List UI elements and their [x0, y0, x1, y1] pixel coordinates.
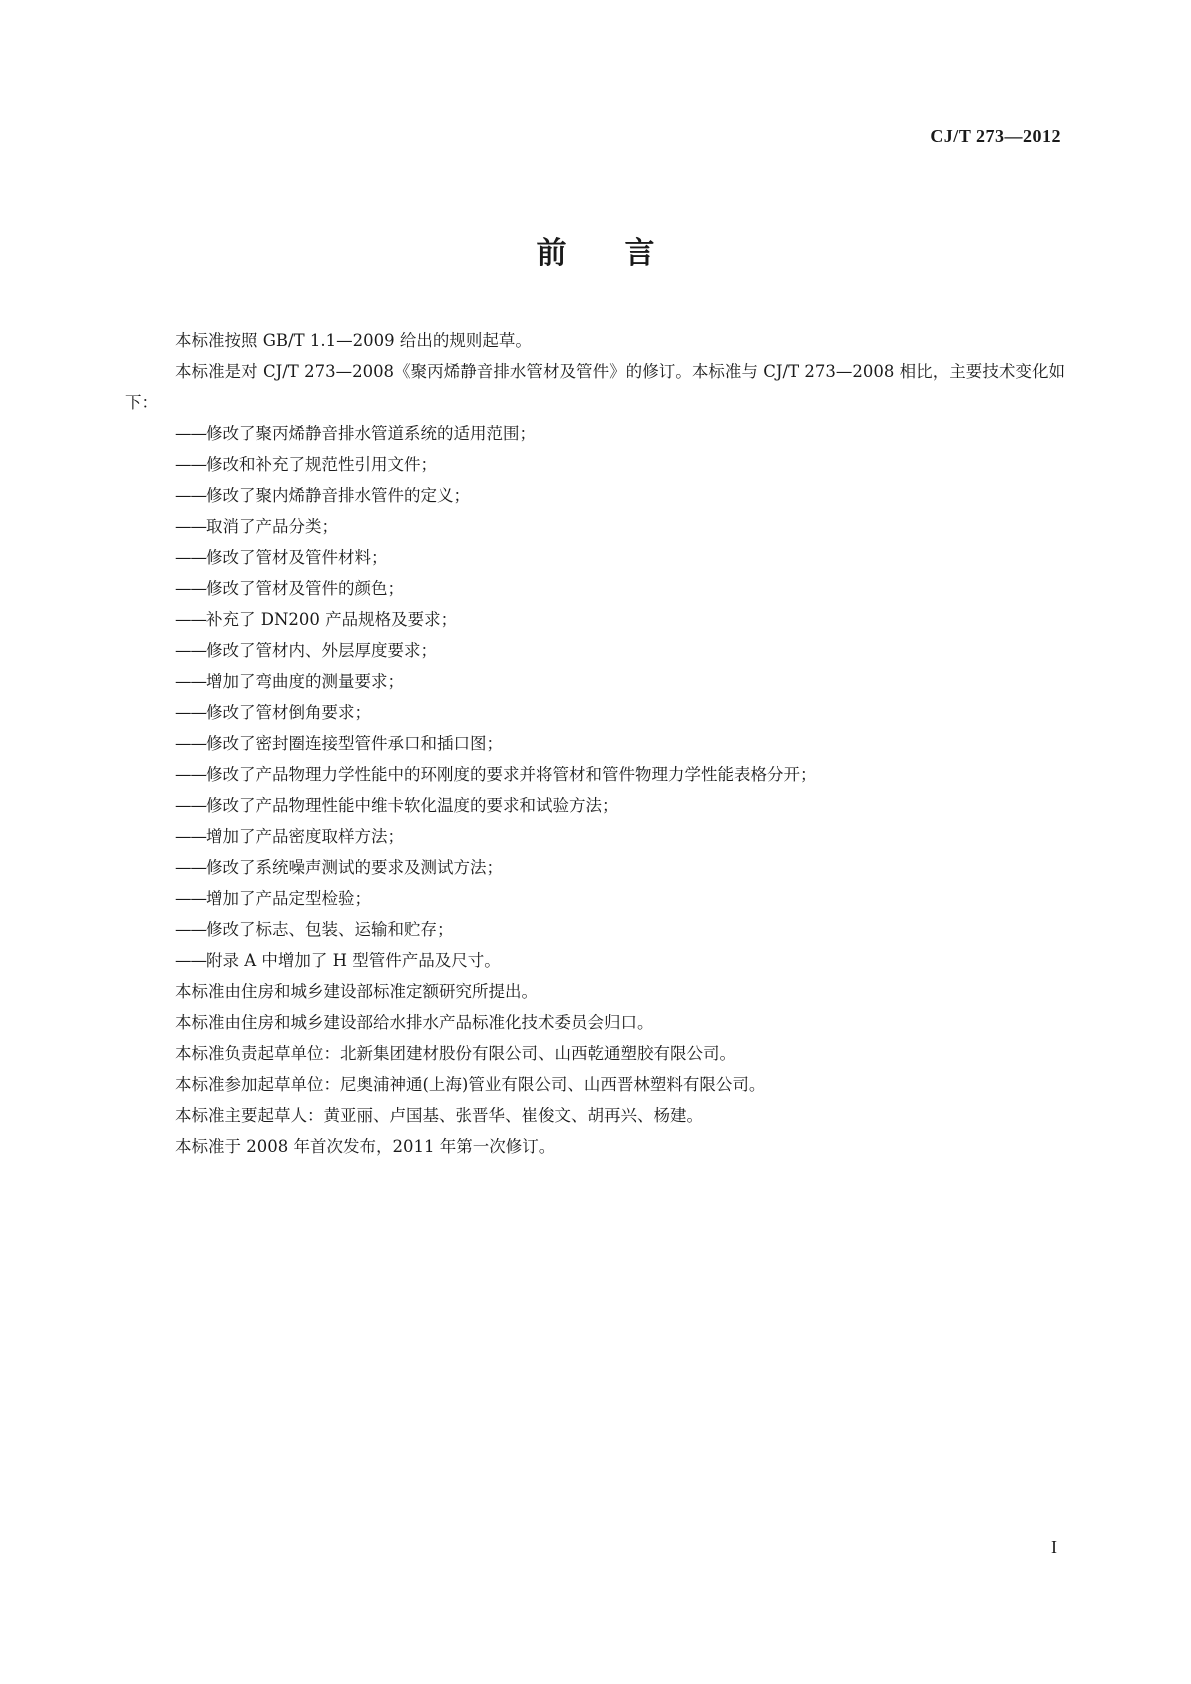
closing-paragraph: 本标准主要起草人：黄亚丽、卢国基、张晋华、崔俊文、胡再兴、杨建。 [175, 1106, 703, 1125]
list-item [125, 852, 1065, 883]
list-item [125, 604, 1065, 635]
list-item [125, 480, 1065, 511]
list-item-text: 补充了 DN200 产品规格及要求； [206, 610, 458, 629]
list-item [125, 511, 1065, 542]
list-item [125, 573, 1065, 604]
dash-marker: —— [175, 951, 206, 970]
page-title: 前言 [536, 236, 713, 271]
closing-paragraph: 本标准由住房和城乡建设部给水排水产品标准化技术委员会归口。 [175, 1013, 654, 1032]
list-item [125, 635, 1065, 666]
list-item-text: 附录 A 中增加了 H 型管件产品及尺寸。 [206, 951, 501, 970]
dash-marker: —— [175, 765, 206, 784]
list-item [125, 728, 1065, 759]
intro-paragraph: 本标准是对 CJ/T 273—2008《聚丙烯静音排水管材及管件》的修订。本标准与 CJ/T 273—2008 相比，主要技术变化如下： [125, 362, 1065, 412]
closing-paragraph: 本标准由住房和城乡建设部标准定额研究所提出。 [175, 982, 538, 1001]
list-item [125, 697, 1065, 728]
list-item [125, 883, 1065, 914]
closing-paragraph: 本标准负责起草单位：北新集团建材股份有限公司、山西乾通塑胶有限公司。 [175, 1044, 736, 1063]
standard-code: CJ/T 273—2012 [930, 126, 1061, 146]
list-item-text: 修改了聚丙烯静音排水管道系统的适用范围； [206, 424, 536, 443]
document-body [125, 325, 1065, 1162]
dash-marker: —— [175, 486, 206, 505]
list-item [125, 666, 1065, 697]
closing-paragraph: 本标准参加起草单位：尼奥浦神通(上海)管业有限公司、山西晋林塑料有限公司。 [175, 1075, 766, 1094]
dash-marker: —— [175, 827, 206, 846]
list-item [125, 821, 1065, 852]
list-item-text: 修改和补充了规范性引用文件； [206, 455, 437, 474]
dash-marker: —— [175, 455, 206, 474]
list-item-text: 修改了聚内烯静音排水管件的定义； [206, 486, 470, 505]
list-item-text: 取消了产品分类； [206, 517, 338, 536]
list-item [125, 790, 1065, 821]
dash-marker: —— [175, 641, 206, 660]
list-item-text: 修改了管材倒角要求； [206, 703, 371, 722]
list-item-text: 修改了密封圈连接型管件承口和插口图； [206, 734, 503, 753]
dash-marker: —— [175, 734, 206, 753]
list-item [125, 418, 1065, 449]
page-number: I [1051, 1537, 1057, 1557]
list-item-text: 修改了管材及管件材料； [206, 548, 388, 567]
dash-marker: —— [175, 703, 206, 722]
list-item-text: 修改了管材及管件的颜色； [206, 579, 404, 598]
list-item-text: 修改了系统噪声测试的要求及测试方法； [206, 858, 503, 877]
list-item-text: 修改了管材内、外层厚度要求； [206, 641, 437, 660]
list-item [125, 449, 1065, 480]
dash-marker: —— [175, 579, 206, 598]
intro-paragraph: 本标准按照 GB/T 1.1—2009 给出的规则起草。 [175, 331, 532, 350]
list-item [125, 945, 1065, 976]
list-item [125, 914, 1065, 945]
list-item-text: 增加了弯曲度的测量要求； [206, 672, 404, 691]
dash-marker: —— [175, 920, 206, 939]
list-item-text: 修改了标志、包装、运输和贮存； [206, 920, 454, 939]
changes-list [125, 418, 1065, 976]
closing-paragraph: 本标准于 2008 年首次发布，2011 年第一次修订。 [175, 1137, 556, 1156]
dash-marker: —— [175, 672, 206, 691]
list-item-text: 增加了产品密度取样方法； [206, 827, 404, 846]
list-item [125, 759, 1065, 790]
dash-marker: —— [175, 610, 206, 629]
list-item [125, 542, 1065, 573]
list-item-text: 增加了产品定型检验； [206, 889, 371, 908]
list-item-text: 修改了产品物理性能中维卡软化温度的要求和试验方法； [206, 796, 619, 815]
list-item-text: 修改了产品物理力学性能中的环刚度的要求并将管材和管件物理力学性能表格分开； [206, 765, 817, 784]
dash-marker: —— [175, 889, 206, 908]
dash-marker: —— [175, 548, 206, 567]
dash-marker: —— [175, 796, 206, 815]
dash-marker: —— [175, 858, 206, 877]
dash-marker: —— [175, 517, 206, 536]
dash-marker: —— [175, 424, 206, 443]
